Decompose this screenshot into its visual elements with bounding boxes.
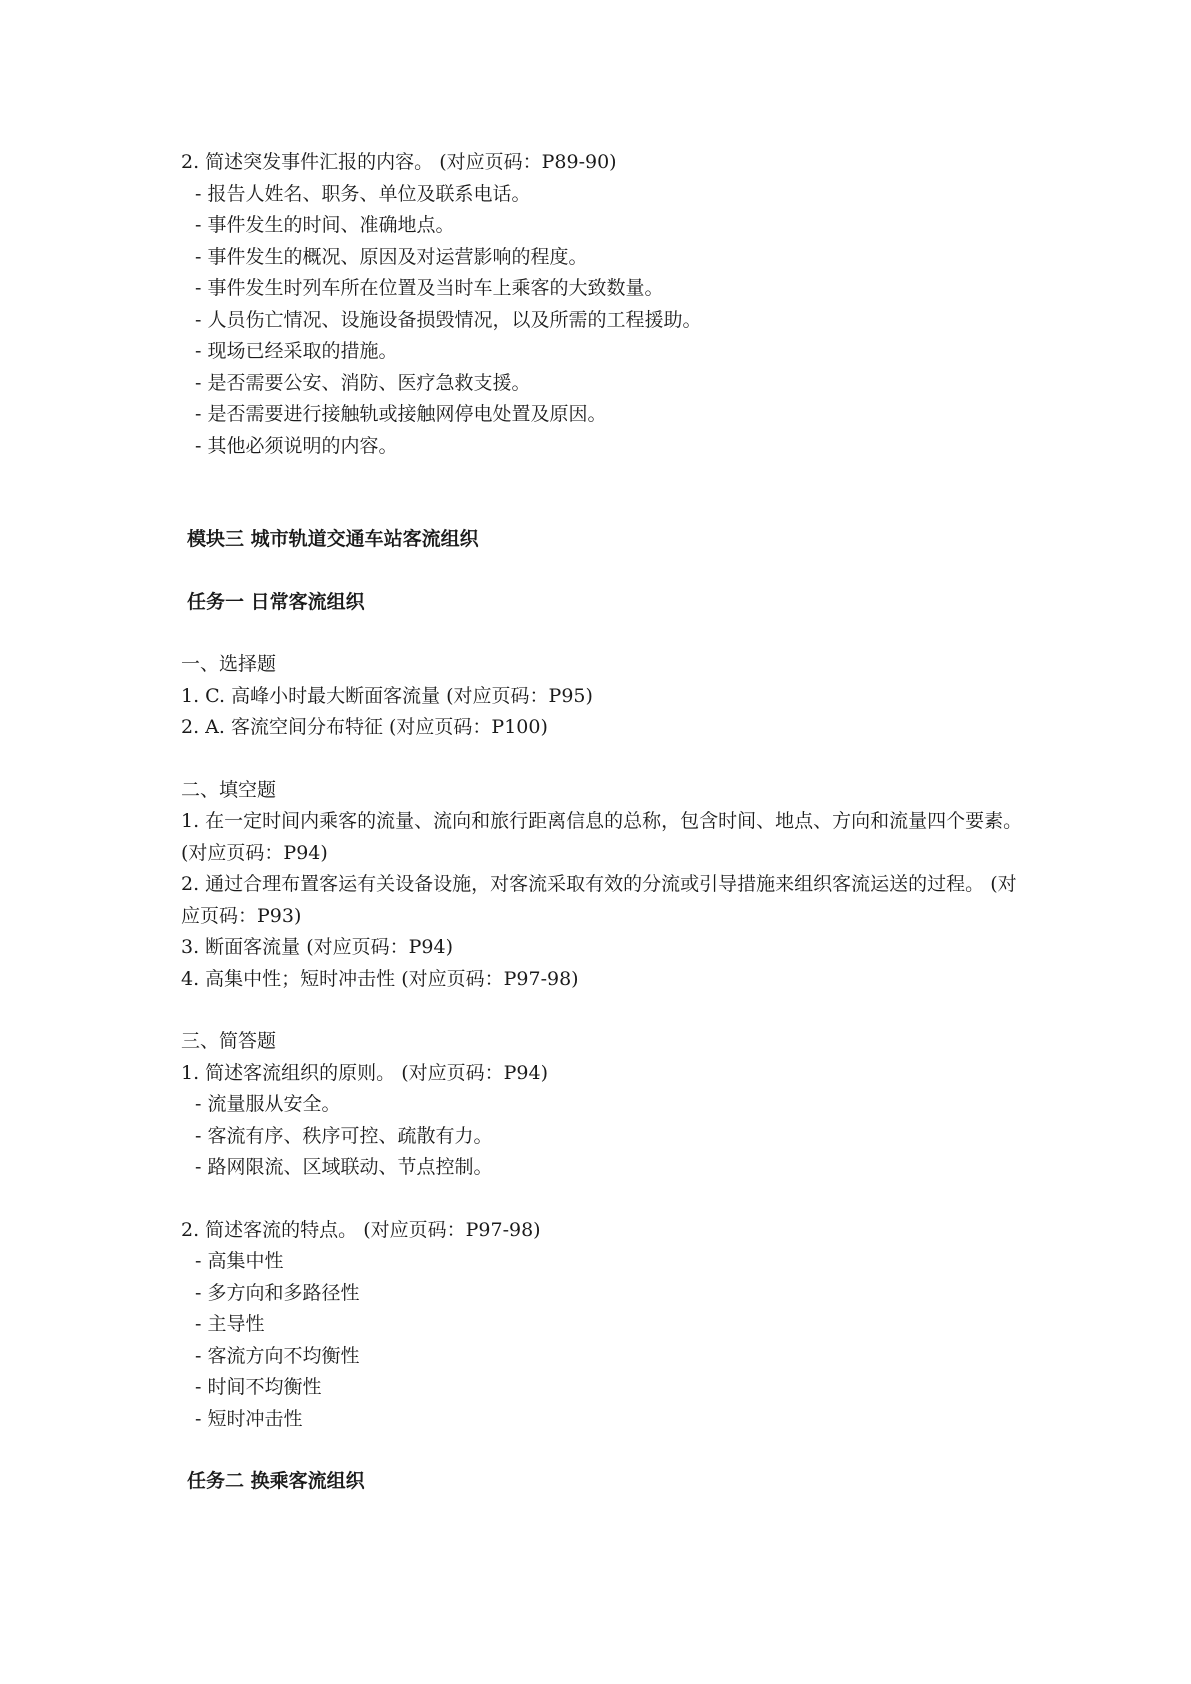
list-item: - 多方向和多路径性	[195, 1281, 360, 1304]
list-item: - 短时冲击性	[195, 1407, 303, 1430]
fill-answer: 2. 通过合理布置客运有关设备设施，对客流采取有效的分流或引导措施来组织客流运送的过程。 (对应页码：P93)	[181, 873, 1017, 927]
spacer	[181, 462, 1031, 524]
spacer	[181, 556, 1031, 587]
list-item: - 现场已经采取的措施。	[195, 340, 398, 362]
list-item: - 流量服从安全。	[195, 1093, 341, 1115]
list-item: - 事件发生的概况、原因及对运营影响的程度。	[195, 245, 588, 268]
list-item: - 其他必须说明的内容。	[195, 434, 398, 457]
list-item: - 人员伤亡情况、设施设备损毁情况，以及所需的工程援助。	[195, 308, 702, 331]
spacer	[181, 995, 1031, 1026]
spacer	[181, 618, 1031, 649]
question-characteristics: 2. 简述客流的特点。 (对应页码：P97-98)	[181, 1218, 541, 1241]
list-item: - 主导性	[195, 1313, 265, 1335]
task-title: 任务一 日常客流组织	[187, 590, 365, 613]
list-item: - 报告人姓名、职务、单位及联系电话。	[195, 182, 531, 205]
spacer	[181, 1435, 1031, 1466]
fill-answer: 4. 高集中性；短时冲击性 (对应页码：P97-98)	[181, 967, 579, 990]
choice-answer: 1. C. 高峰小时最大断面客流量 (对应页码：P95)	[181, 684, 593, 707]
list-item: - 客流有序、秩序可控、疏散有力。	[195, 1124, 493, 1147]
list-item: - 事件发生的时间、准确地点。	[195, 214, 455, 236]
spacer	[181, 744, 1031, 775]
list-item: - 高集中性	[195, 1250, 284, 1272]
question-principles: 1. 简述客流组织的原则。 (对应页码：P94)	[181, 1061, 548, 1084]
section-heading-short: 三、简答题	[181, 1030, 277, 1052]
spacer	[181, 1184, 1031, 1215]
list-item: - 是否需要进行接触轨或接触网停电处置及原因。	[195, 403, 607, 425]
choice-answer: 2. A. 客流空间分布特征 (对应页码：P100)	[181, 716, 548, 738]
list-item: - 时间不均衡性	[195, 1376, 322, 1398]
section-heading-fill: 二、填空题	[181, 778, 277, 801]
document-content	[181, 147, 1031, 1498]
list-item: - 路网限流、区域联动、节点控制。	[195, 1156, 493, 1178]
question-incident-report: 2. 简述突发事件汇报的内容。 (对应页码：P89-90)	[181, 151, 617, 173]
list-item: - 事件发生时列车所在位置及当时车上乘客的大致数量。	[195, 277, 664, 299]
section-heading-choice: 一、选择题	[181, 653, 277, 675]
list-item: - 是否需要公安、消防、医疗急救支援。	[195, 371, 531, 394]
fill-answer: 1. 在一定时间内乘客的流量、流向和旅行距离信息的总称，包含时间、地点、方向和流量四个要素。 (对应页码：P94)	[181, 810, 1023, 864]
task-title: 任务二 换乘客流组织	[187, 1470, 365, 1492]
fill-answer: 3. 断面客流量 (对应页码：P94)	[181, 936, 453, 958]
list-item: - 客流方向不均衡性	[195, 1344, 360, 1367]
module-title: 模块三 城市轨道交通车站客流组织	[187, 528, 479, 550]
